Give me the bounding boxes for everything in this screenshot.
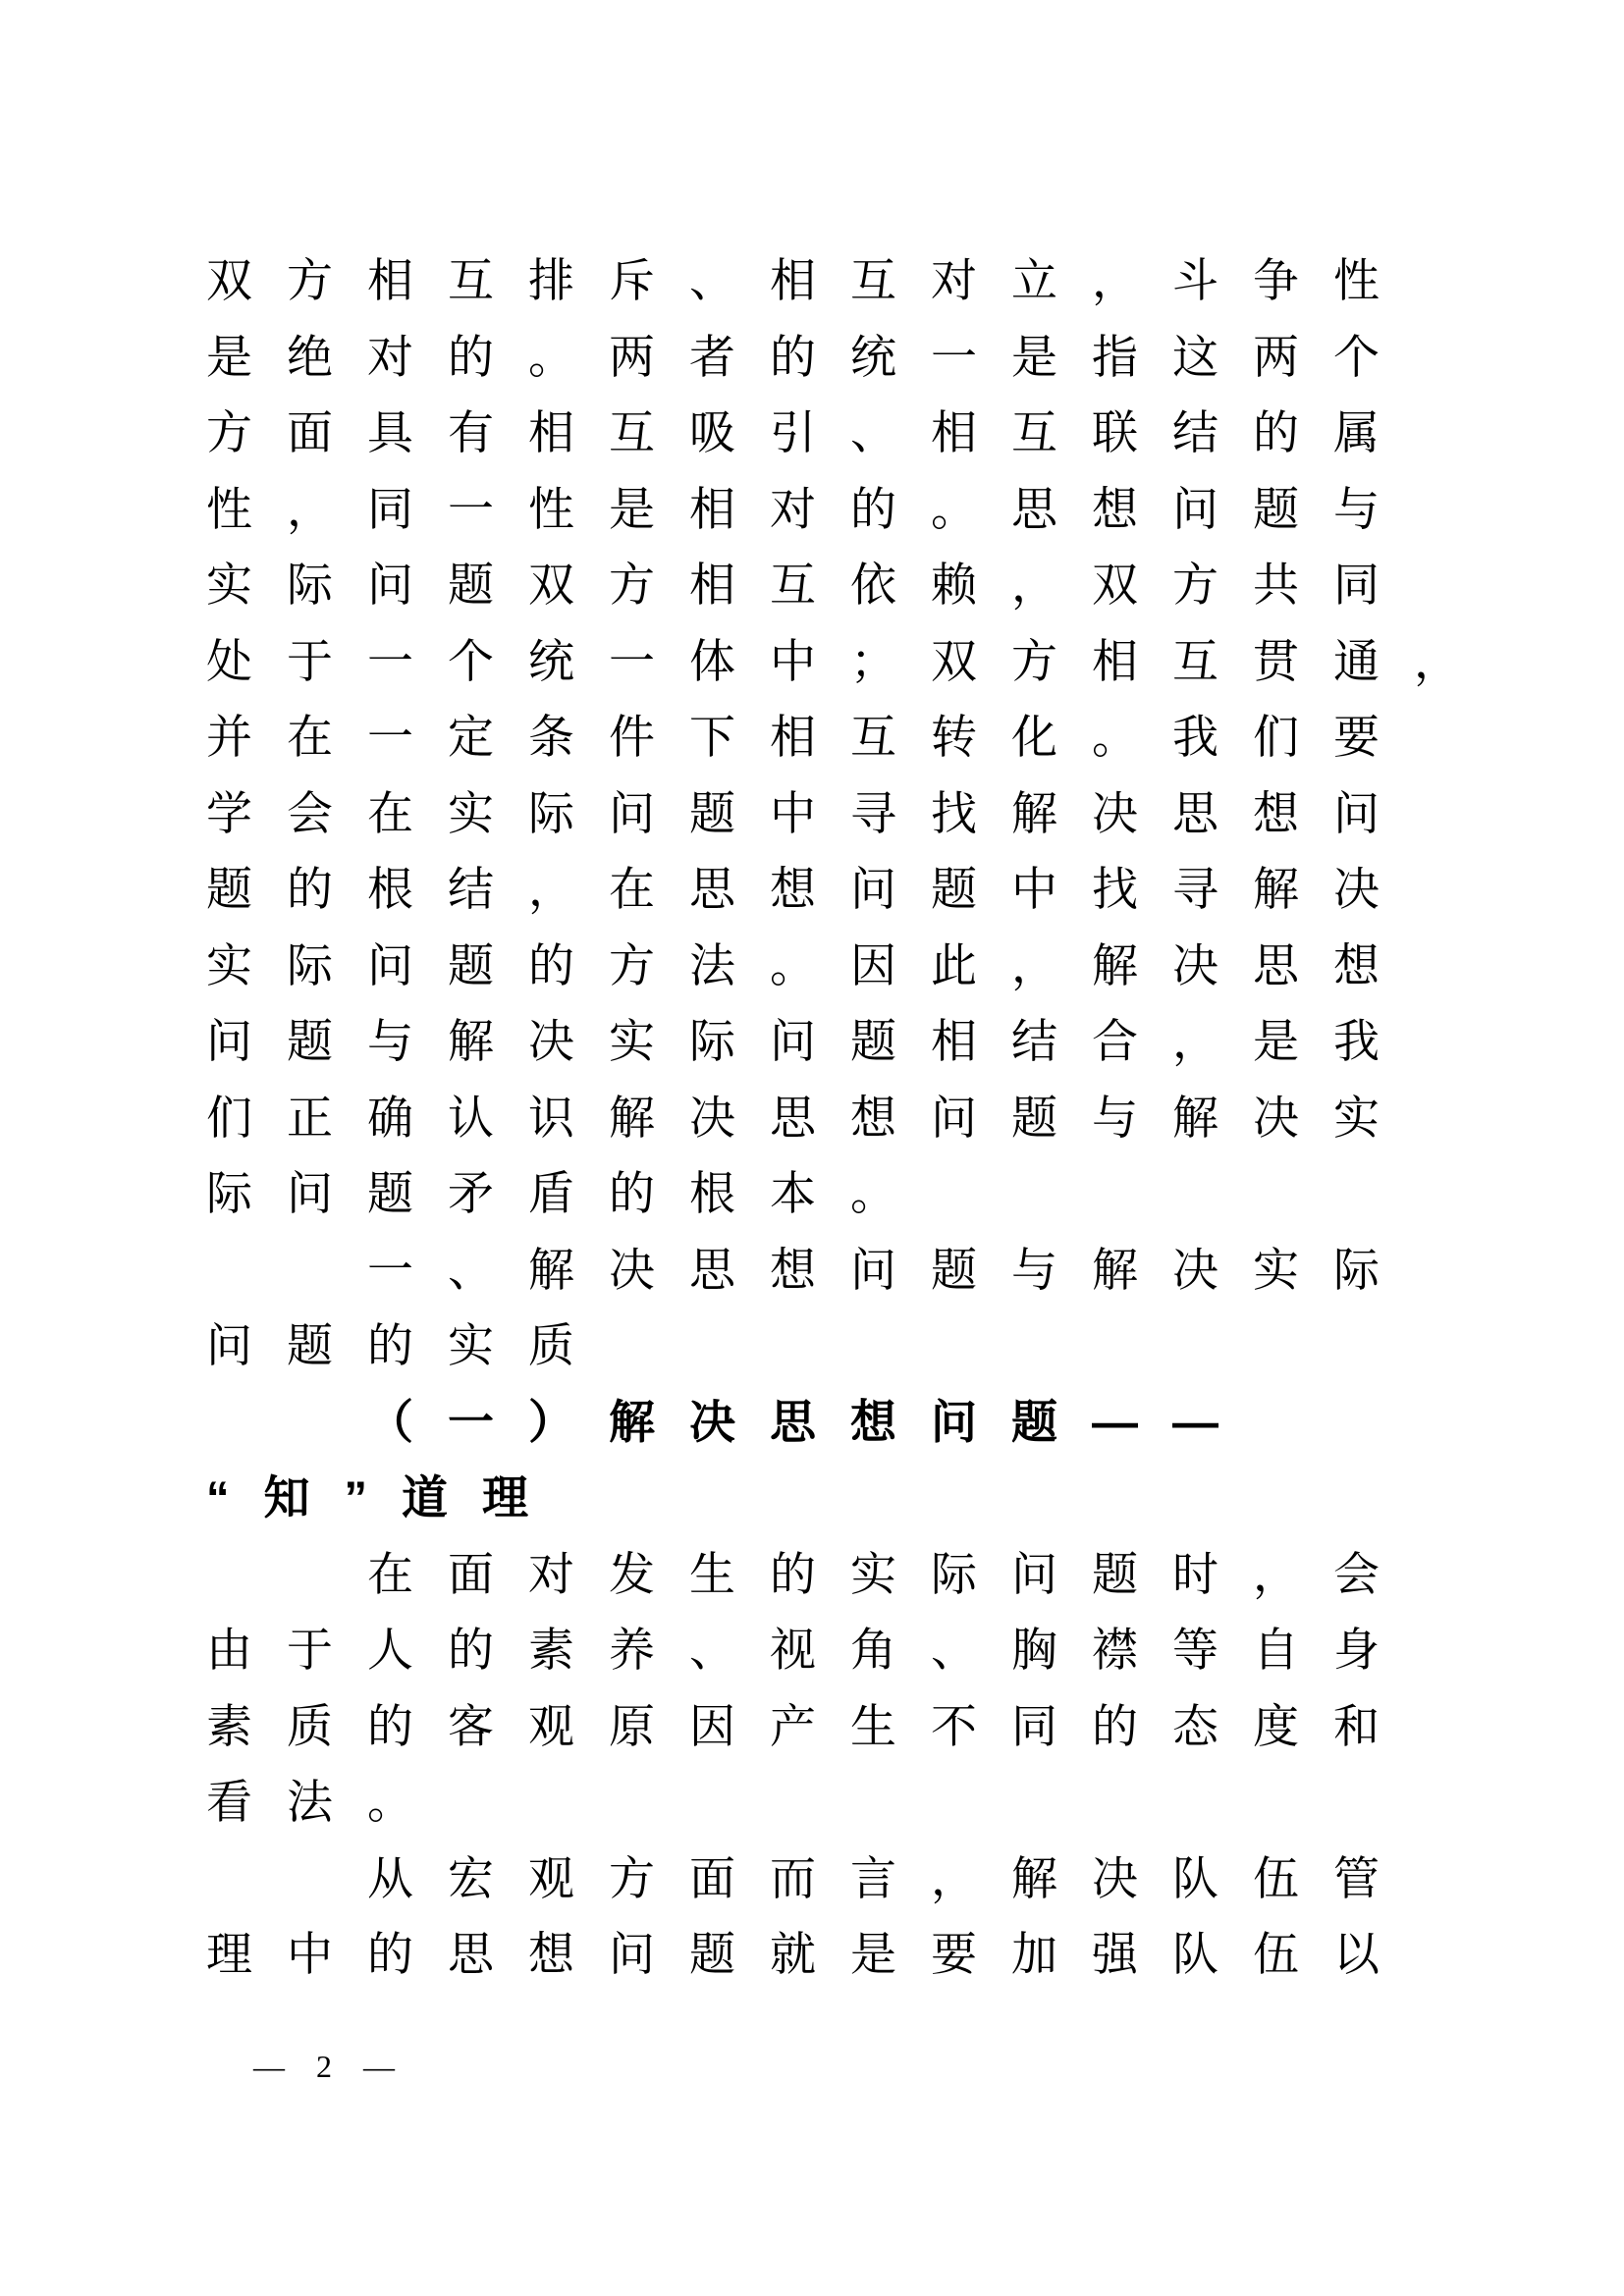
text-line: 们正确认识解决思想问题与解决实: [206, 1091, 1414, 1144]
text-line: 双方相互排斥、相互对立，斗争性: [206, 254, 1414, 306]
text-line: 题的根结，在思想问题中找寻解决: [206, 863, 1414, 915]
text-line: 实际问题双方相互依赖，双方共同: [206, 559, 1414, 611]
text-line: 看法。: [206, 1776, 448, 1828]
heading-level-1-line: 问题的实质: [206, 1319, 609, 1371]
text-line: 在面对发生的实际问题时，会: [367, 1547, 1414, 1600]
text-line: 是绝对的。两者的统一是指这两个: [206, 330, 1414, 383]
text-line: 由于人的素养、视角、胸襟等自身: [206, 1624, 1414, 1676]
text-line: 处于一个统一体中；双方相互贯通，: [206, 634, 1494, 687]
text-line: 问题与解决实际问题相结合，是我: [206, 1015, 1414, 1067]
text-line: 学会在实际问题中寻找解决思想问: [206, 786, 1414, 839]
heading-level-2-line: “知”道理: [206, 1471, 563, 1523]
text-line: 并在一定条件下相互转化。我们要: [206, 711, 1414, 763]
heading-level-1-line: 一、解决思想问题与解决实际: [367, 1243, 1414, 1296]
text-line: 际问题矛盾的根本。: [206, 1167, 931, 1219]
heading-level-2-line: （一）解决思想问题——: [367, 1395, 1253, 1448]
text-line: 方面具有相互吸引、相互联结的属: [206, 406, 1414, 458]
text-line: 实际问题的方法。因此，解决思想: [206, 938, 1414, 991]
page-number: — 2 —: [253, 2049, 406, 2084]
text-line: 性，同一性是相对的。思想问题与: [206, 482, 1414, 535]
text-line: 理中的思想问题就是要加强队伍以: [206, 1928, 1414, 1980]
text-line: 从宏观方面而言，解决队伍管: [367, 1851, 1414, 1904]
document-body: [206, 242, 1494, 1993]
text-line: 素质的客观原因产生不同的态度和: [206, 1699, 1414, 1752]
